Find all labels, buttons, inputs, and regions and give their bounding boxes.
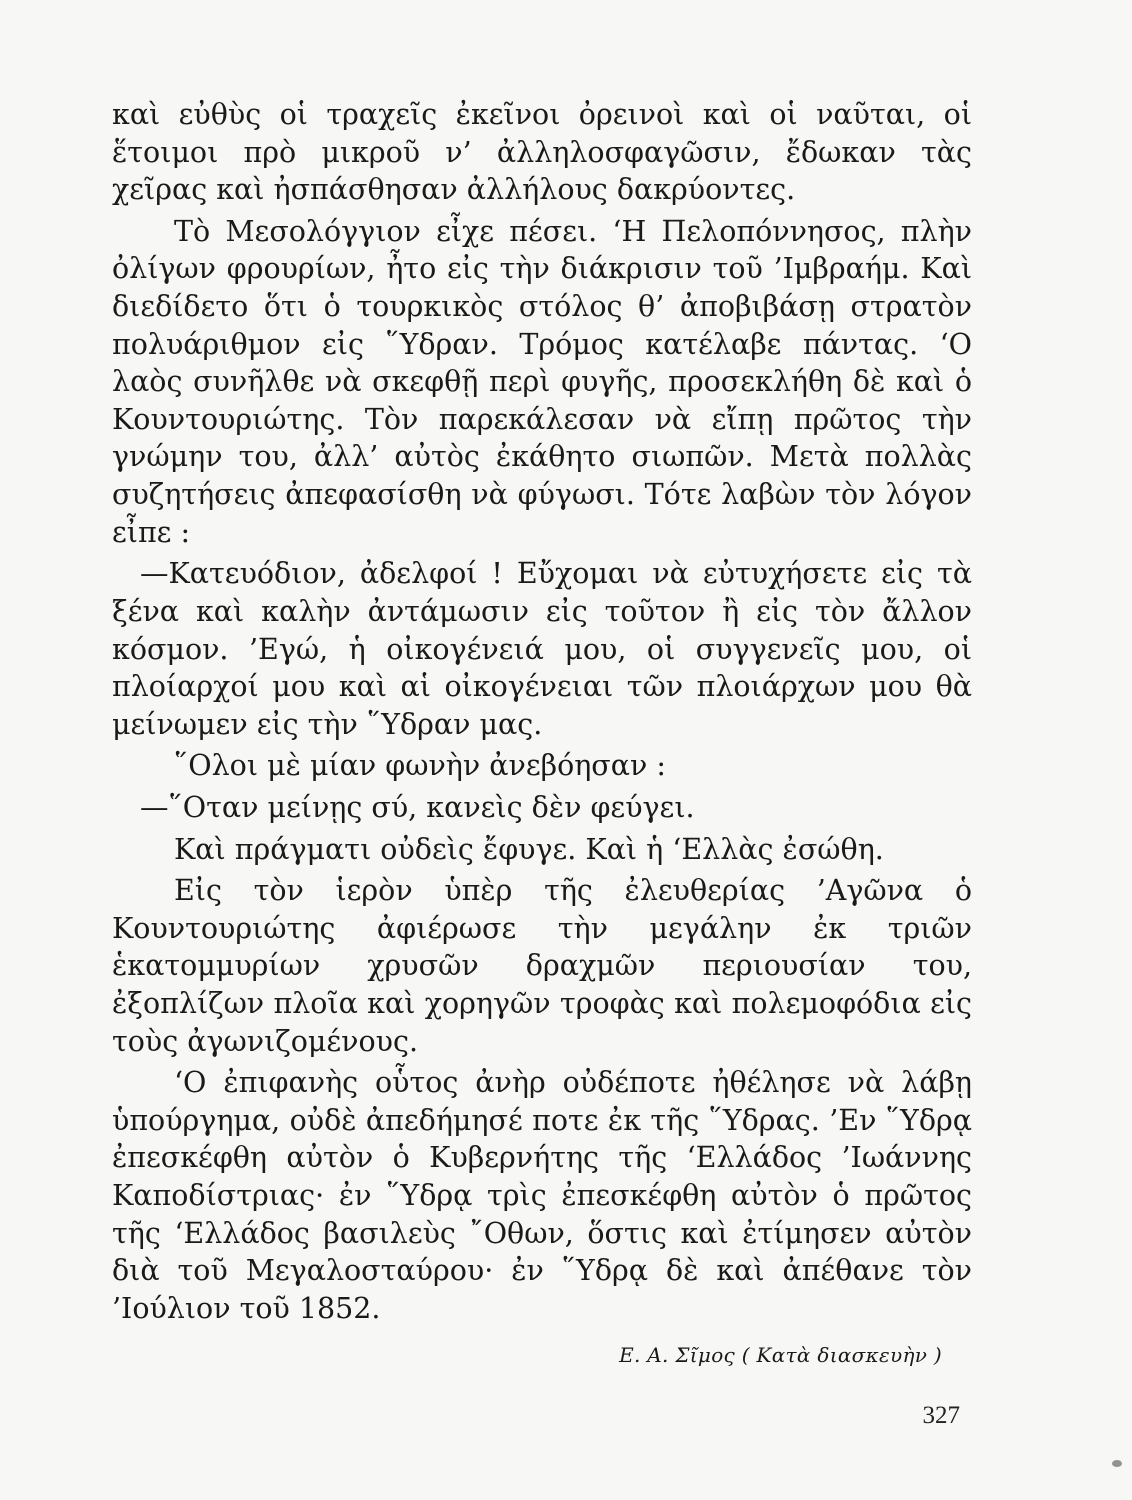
- page-number: 327: [922, 1402, 960, 1429]
- paragraph-5-dialog: —῞Οταν μείνῃς σύ, κανεὶς δὲν φεύγει.: [140, 790, 695, 824]
- paragraph-7: Εἰς τὸν ἱερὸν ὑπὲρ τῆς ἐλευθερίας ’Αγῶνα ὁ Κουντουριώτης ἀφιέρωσε τὴν μεγάλην ἐκ τριῶν ἑκατομμυρίων χρυσῶν δραχμῶν περιουσίαν του, ἐξοπλίζων πλοῖα καὶ χορηγῶν τροφὰς καὶ πολεμοφόδια εἰς τοὺς ἀγωνιζομένους.: [112, 874, 972, 1058]
- body-text: [112, 96, 972, 1332]
- paragraph-4: ῞Ολοι μὲ μίαν φωνὴν ἀνεβόησαν :: [174, 749, 666, 783]
- paragraph-3-dialog: —Κατευόδιον, ἀδελφοί ! Εὔχομαι νὰ εὐτυχήσετε εἰς τὰ ξένα καὶ καλὴν ἀντάμωσιν εἰς τοῦτον ἢ εἰς τὸν ἄλλον κόσμον. ’Εγώ, ἡ οἰκογένειά μου, οἱ συγγενεῖς μου, οἱ πλοίαρχοί μου καὶ αἱ οἰκογένειαι τῶν πλοιάρχων μου θὰ μείνωμεν εἰς τὴν ῞Υδραν μας.: [112, 557, 972, 741]
- paper-mark: [1112, 1460, 1122, 1467]
- paragraph-6: Καὶ πράγματι οὐδεὶς ἔφυγε. Καὶ ἡ ‘Ελλὰς ἐσώθη.: [174, 832, 884, 866]
- paragraph-8: ‘Ο ἐπιφανὴς οὗτος ἀνὴρ οὐδέποτε ἠθέλησε νὰ λάβῃ ὑπούργημα, οὐδὲ ἀπεδήμησέ ποτε ἐκ τῆς ῞Υδρας. ’Εν ῞Υδρᾳ ἐπεσκέφθη αὐτὸν ὁ Κυβερνήτης τῆς ‘Ελλάδος ’Ιωάννης Καποδίστριας· ἐν ῞Υδρᾳ τρὶς ἐπεσκέφθη αὐτὸν ὁ πρῶτος τῆς ‘Ελλάδος βασιλεὺς ῎Οθων, ὅστις καὶ ἐτίμησεν αὐτὸν διὰ τοῦ Μεγαλοσταύρου· ἐν ῞Υδρᾳ δὲ καὶ ἀπέθανε τὸν ’Ιούλιον τοῦ 1852.: [112, 1066, 972, 1325]
- paragraph-1: καὶ εὐθὺς οἱ τραχεῖς ἐκεῖνοι ὀρεινοὶ καὶ οἱ ναῦται, οἱ ἕτοιμοι πρὸ μικροῦ ν’ ἀλληλοσφαγῶσιν, ἔδωκαν τὰς χεῖρας καὶ ἠσπάσθησαν ἀλλήλους δακρύοντες.: [112, 98, 972, 207]
- author-signature: Ε. Α. Σῖμος ( Κατὰ διασκευὴν ): [619, 1343, 942, 1367]
- paragraph-2: Τὸ Μεσολόγγιον εἶχε πέσει. ‘Η Πελοπόννησος, πλὴν ὀλίγων φρουρίων, ἦτο εἰς τὴν διάκρισιν τοῦ ’Ιμβραήμ. Καὶ διεδίδετο ὅτι ὁ τουρκικὸς στόλος θ’ ἀποβιβάσῃ στρατὸν πολυάριθμον εἰς ῞Υδραν. Τρόμος κατέλαβε πάντας. ‘Ο λαὸς συνῆλθε νὰ σκεφθῇ περὶ φυγῆς, προσεκλήθη δὲ καὶ ὁ Κουντουριώτης. Τὸν παρεκάλεσαν νὰ εἴπῃ πρῶτος τὴν γνώμην του, ἀλλ’ αὐτὸς ἐκάθητο σιωπῶν. Μετὰ πολλὰς συζητήσεις ἀπεφασίσθη νὰ φύγωσι. Τότε λαβὼν τὸν λόγον εἶπε :: [112, 214, 972, 549]
